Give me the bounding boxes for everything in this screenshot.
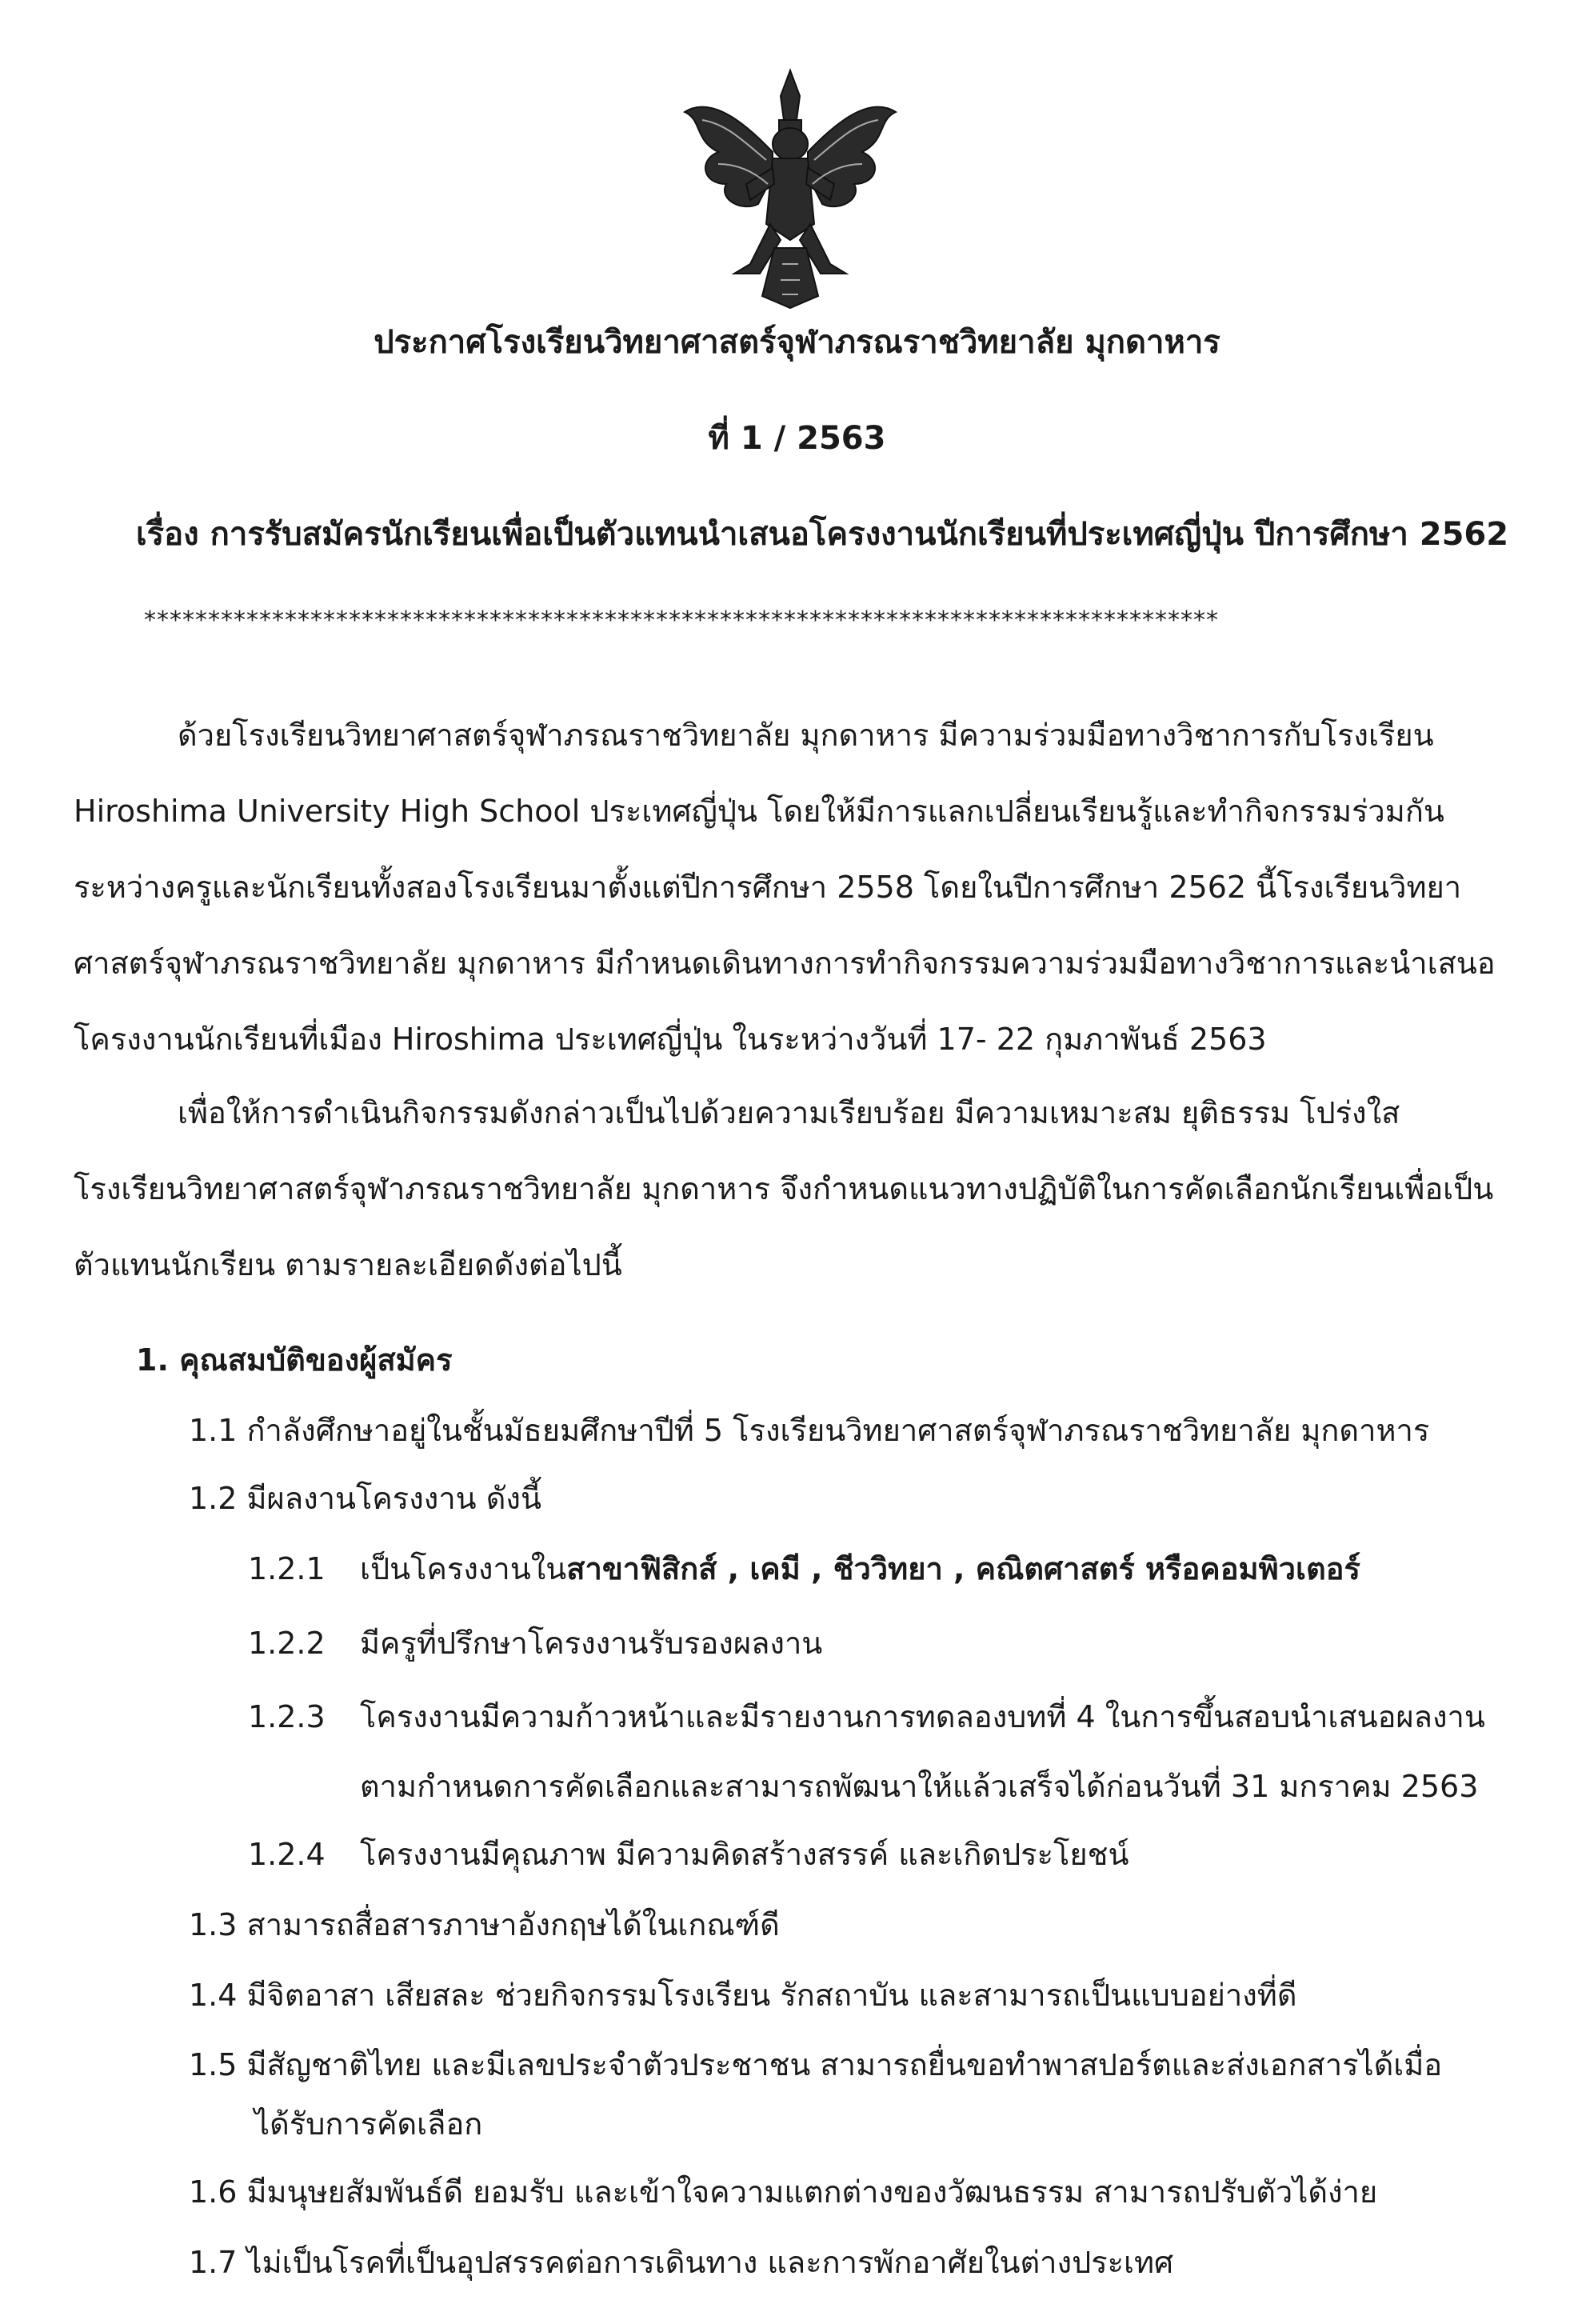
item-1-1: 1.1 กำลังศึกษาอยู่ในชั้นมัธยมศึกษาปีที่ 5 โรงเรียนวิทยาศาสตร์จุฬาภรณราชวิทยาลัย มุกดาหาร	[189, 1413, 1430, 1448]
paragraph-2-text: เพื่อให้การดำเนินกิจกรรมดังกล่าวเป็นไปด้วยความเรียบร้อย มีความเหมาะสม ยุติธรรม โปร่งใส โรงเรียนวิทยาศาสตร์จุฬาภรณราชวิทยาลัย มุกดาหาร จึงกำหนดแนวทางปฏิบัติในการคัดเลือกนักเรียนเพื่อเป็นตัวแทนนักเรียน ตามรายละเอียดดังต่อไปนี้	[74, 1095, 1494, 1282]
item-1-2-4: โครงงานมีคุณภาพ มีความคิดสร้างสรรค์ และเกิดประโยชน์	[360, 1837, 1129, 1872]
item-1-2: 1.2 มีผลงานโครงงาน ดังนี้	[189, 1481, 541, 1516]
announcement-subject: เรื่อง การรับสมัครนักเรียนเพื่อเป็นตัวแทนนำเสนอโครงงานนักเรียนที่ประเทศญี่ปุ่น ปีการศึกษา 2562	[136, 516, 1509, 553]
item-1-2-2: มีครูที่ปรึกษาโครงงานรับรองผลงาน	[360, 1626, 823, 1661]
item-1-3: 1.3 สามารถสื่อสารภาษาอังกฤษได้ในเกณฑ์ดี	[189, 1907, 780, 1942]
item-1-4: 1.4 มีจิตอาสา เสียสละ ช่วยกิจกรรมโรงเรียน รักสถาบัน และสามารถเป็นแบบอย่างที่ดี	[189, 1978, 1297, 2013]
paragraph-1	[74, 698, 1497, 1078]
item-1-2-3-line-2: ตามกำหนดการคัดเลือกและสามารถพัฒนาให้แล้วเสร็จได้ก่อนวันที่ 31 มกราคม 2563	[360, 1769, 1479, 1804]
separator-line: ************************************************************************************	[144, 606, 1219, 634]
item-1-5-line-2: ได้รับการคัดเลือก	[254, 2106, 483, 2142]
item-1-2-3-number: 1.2.3	[248, 1699, 326, 1734]
paragraph-1-text: ด้วยโรงเรียนวิทยาศาสตร์จุฬาภรณราชวิทยาลัย มุกดาหาร มีความร่วมมือทางวิชาการกับโรงเรียน Hiroshima University High School ประเทศญี่ปุ่น โดยให้มีการแลกเปลี่ยนเรียนรู้และทำกิจกรรมร่วมกันระหว่างครูและนักเรียนทั้งสองโรงเรียนมาตั้งแต่ปีการศึกษา 2558 โดยในปีการศึกษา 2562 นี้โรงเรียนวิทยาศาสตร์จุฬาภรณราชวิทยาลัย มุกดาหาร มีกำหนดเดินทางการทำกิจกรรมความร่วมมือทางวิชาการและนำเสนอโครงงานนักเรียนที่เมือง Hiroshima ประเทศญี่ปุ่น ในระหว่างวันที่ 17- 22 กุมภาพันธ์ 2563	[74, 718, 1496, 1057]
item-1-5-line-1: 1.5 มีสัญชาติไทย และมีเลขประจำตัวประชาชน สามารถยื่นขอทำพาสปอร์ตและส่งเอกสารได้เมื่อ	[189, 2047, 1443, 2082]
item-1-7: 1.7 ไม่เป็นโรคที่เป็นอุปสรรคต่อการเดินทาง และการพักอาศัยในต่างประเทศ	[189, 2245, 1174, 2280]
item-1-2-1	[360, 1546, 1360, 1591]
announcement-title: ประกาศโรงเรียนวิทยาศาสตร์จุฬาภรณราชวิทยาลัย มุกดาหาร	[374, 324, 1220, 361]
garuda-emblem-icon	[670, 64, 910, 312]
item-1-2-1-fields: สาขาฟิสิกส์ , เคมี , ชีววิทยา , คณิตศาสตร์ หรือคอมพิวเตอร์	[566, 1551, 1360, 1586]
item-1-6: 1.6 มีมนุษยสัมพันธ์ดี ยอมรับ และเข้าใจความแตกต่างของวัฒนธรรม สามารถปรับตัวได้ง่าย	[189, 2174, 1378, 2210]
announcement-number: ที่ 1 / 2563	[708, 420, 886, 457]
item-1-2-1-number: 1.2.1	[248, 1551, 326, 1586]
item-1-2-4-number: 1.2.4	[248, 1837, 326, 1872]
paragraph-2	[74, 1075, 1497, 1303]
item-1-2-1-text: เป็นโครงงานใน	[360, 1551, 567, 1586]
item-1-2-3-line-1: โครงงานมีความก้าวหน้าและมีรายงานการทดลองบทที่ 4 ในการขึ้นสอบนำเสนอผลงาน	[360, 1699, 1485, 1734]
item-1-2-2-number: 1.2.2	[248, 1626, 326, 1661]
section-1-heading: 1. คุณสมบัติของผู้สมัคร	[136, 1342, 453, 1378]
